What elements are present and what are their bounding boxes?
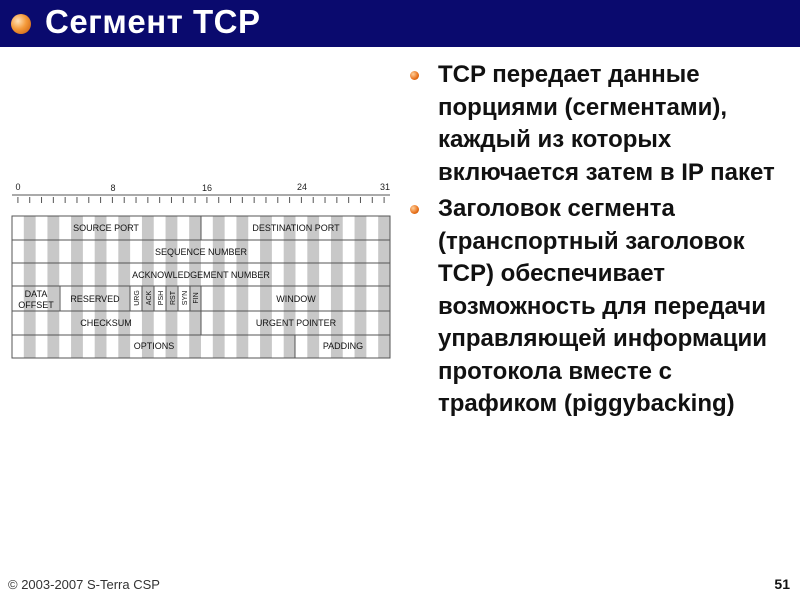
bullet-icon bbox=[410, 205, 419, 214]
bit-stripe bbox=[71, 216, 83, 358]
ruler-label-8: 8 bbox=[110, 183, 116, 193]
bit-stripe bbox=[142, 216, 154, 358]
bit-stripe bbox=[166, 216, 178, 358]
field-data-offset-line2: OFFSET bbox=[18, 300, 54, 310]
field-urgent-pointer: URGENT POINTER bbox=[255, 318, 337, 328]
flag-fin: FIN bbox=[193, 292, 200, 304]
bit-stripe bbox=[284, 216, 296, 358]
field-checksum: CHECKSUM bbox=[80, 318, 132, 328]
bit-stripe bbox=[260, 216, 272, 358]
flag-ack: ACK bbox=[146, 290, 153, 306]
field-destination-port: DESTINATION PORT bbox=[252, 223, 340, 233]
bit-stripe bbox=[95, 216, 107, 358]
bit-stripe bbox=[355, 216, 367, 358]
flag-urg: URG bbox=[134, 290, 141, 306]
field-sequence-number: SEQUENCE NUMBER bbox=[154, 247, 248, 257]
bit-stripe bbox=[378, 216, 390, 358]
field-source-port: SOURCE PORT bbox=[73, 223, 139, 233]
bit-stripe bbox=[24, 216, 36, 358]
bit-stripe bbox=[236, 216, 248, 358]
bit-stripe bbox=[47, 216, 59, 358]
bit-stripe bbox=[118, 216, 130, 358]
footer-copyright: © 2003-2007 S-Terra CSP bbox=[8, 577, 160, 592]
bit-stripe bbox=[213, 216, 225, 358]
field-window: WINDOW bbox=[276, 294, 316, 304]
slide-title: Сегмент TCP bbox=[45, 3, 261, 40]
bullet-text: Заголовок сегмента (транспортный заголовок TCP) обеспечивает возможность для передачи управляющей информации протокола вместе с трафиком (piggybacking) bbox=[438, 195, 768, 417]
bit-stripe bbox=[189, 216, 201, 358]
flag-rst: RST bbox=[170, 291, 177, 305]
field-padding: PADDING bbox=[322, 341, 364, 351]
ruler-label-31: 31 bbox=[379, 182, 391, 192]
bullet-item bbox=[410, 59, 790, 189]
field-reserved: RESERVED bbox=[70, 294, 120, 304]
ruler-label-16: 16 bbox=[201, 183, 213, 193]
bit-stripes bbox=[24, 216, 390, 358]
bit-stripe bbox=[331, 216, 343, 358]
field-data-offset-line1: DATA bbox=[24, 289, 48, 299]
flag-psh: PSH bbox=[158, 290, 165, 306]
ruler-label-24: 24 bbox=[296, 182, 308, 192]
bullet-item bbox=[410, 193, 790, 421]
flag-syn: SYN bbox=[182, 290, 189, 306]
field-ack-number: ACKNOWLEDGEMENT NUMBER bbox=[132, 270, 270, 280]
page-number: 51 bbox=[774, 576, 790, 592]
field-options: OPTIONS bbox=[133, 341, 175, 351]
bullet-list bbox=[410, 59, 790, 425]
bullet-icon bbox=[410, 71, 419, 80]
ruler-label-0: 0 bbox=[15, 182, 21, 192]
bullet-text: TCP передает данные порциями (сегментами), каждый из которых включается затем в IP пакет bbox=[438, 61, 775, 186]
bit-stripe bbox=[307, 216, 319, 358]
